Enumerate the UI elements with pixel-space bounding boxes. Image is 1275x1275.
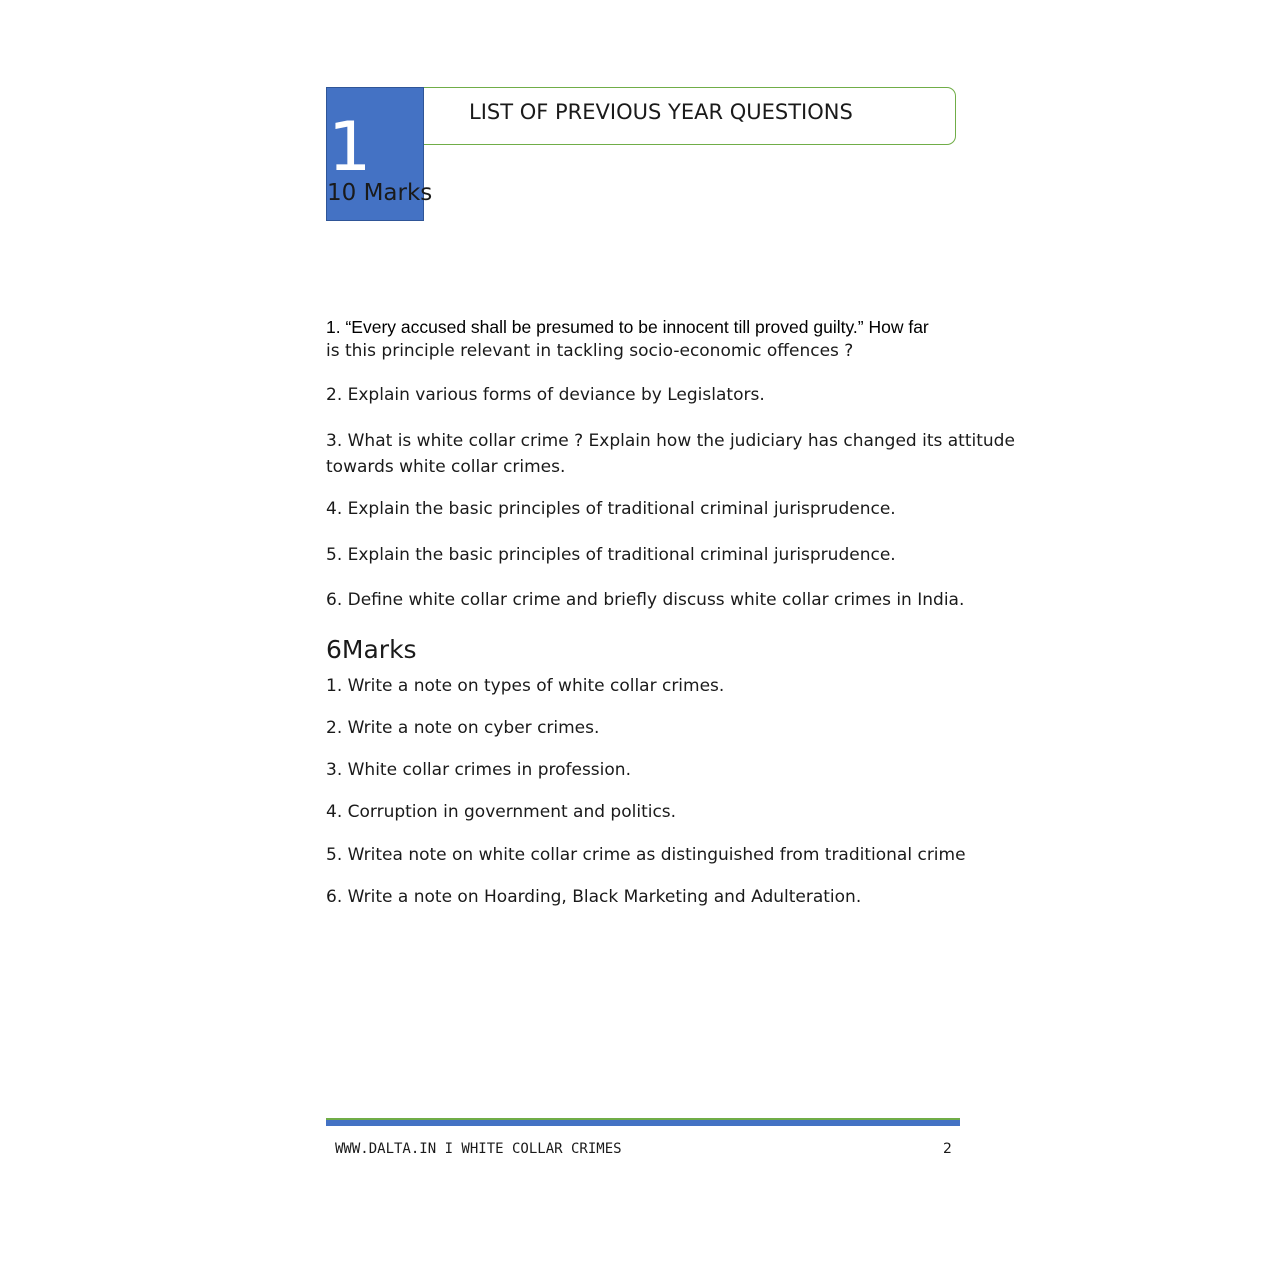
question-10-4: 4. Explain the basic principles of traditional criminal jurisprudence. (326, 499, 896, 519)
question-6-3: 3. White collar crimes in profession. (326, 760, 631, 780)
question-10-1-line2: is this principle relevant in tackling socio-economic offences ? (326, 341, 854, 361)
page-number: 2 (943, 1141, 952, 1157)
question-10-5: 5. Explain the basic principles of traditional criminal jurisprudence. (326, 545, 896, 565)
question-6-4: 4. Corruption in government and politics. (326, 802, 677, 822)
chapter-number: 1 (328, 108, 372, 187)
question-10-3 (326, 428, 1015, 480)
question-6-5: 5. Writea note on white collar crime as distinguished from traditional crime (326, 845, 966, 865)
question-10-1 (326, 315, 966, 363)
footer-rule-blue (326, 1120, 960, 1126)
question-10-1-line1: 1. “Every accused shall be presumed to be innocent till proved guilty.” How far (326, 317, 929, 337)
footer-source: WWW.DALTA.IN I WHITE COLLAR CRIMES (335, 1141, 622, 1157)
question-10-3-line2: towards white collar crimes. (326, 457, 566, 477)
section-heading-6-marks: 6Marks (326, 635, 417, 664)
page-title: LIST OF PREVIOUS YEAR QUESTIONS (469, 100, 853, 124)
question-6-1: 1. Write a note on types of white collar crimes. (326, 676, 725, 696)
question-10-2: 2. Explain various forms of deviance by Legislators. (326, 385, 765, 405)
question-6-2: 2. Write a note on cyber crimes. (326, 718, 600, 738)
question-6-6: 6. Write a note on Hoarding, Black Marketing and Adulteration. (326, 887, 862, 907)
chapter-marks-label: 10 Marks (327, 180, 433, 206)
question-10-3-line1: 3. What is white collar crime ? Explain how the judiciary has changed its attitude (326, 431, 1015, 451)
question-10-6: 6. Define white collar crime and briefly discuss white collar crimes in India. (326, 590, 965, 610)
